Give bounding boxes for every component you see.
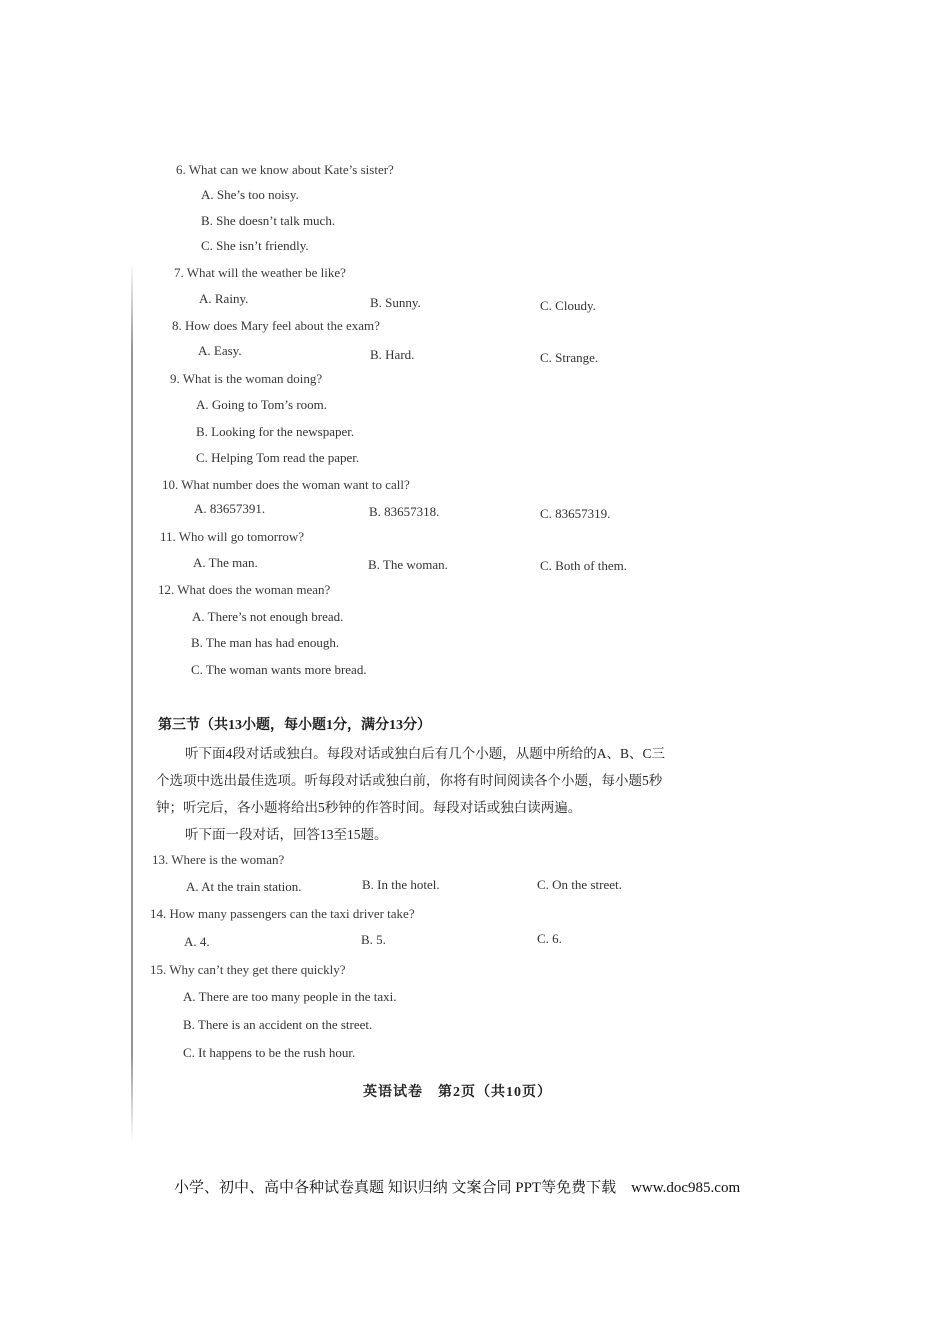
q11-option-c: C. Both of them. xyxy=(540,558,628,573)
q12-option-c: C. The woman wants more bread. xyxy=(191,662,367,677)
question-12: 12. What does the woman mean? xyxy=(158,582,331,597)
website-watermark: 小学、初中、高中各种试卷真题 知识归纳 文案合同 PPT等免费下载 www.doc985.com xyxy=(174,1180,741,1196)
section-3-instruction-2: 个选项中选出最佳选项。听每段对话或独白前，你将有时间阅读各个小题，每小题5秒 xyxy=(156,773,663,788)
q11-option-b: B. The woman. xyxy=(368,557,448,572)
q14-option-c: C. 6. xyxy=(537,931,562,946)
q10-option-a: A. 83657391. xyxy=(194,501,266,516)
q15-option-c: C. It happens to be the rush hour. xyxy=(183,1045,356,1060)
q8-option-a: A. Easy. xyxy=(198,343,242,358)
question-9: 9. What is the woman doing? xyxy=(170,371,323,386)
section-3-heading: 第三节（共13小题，每小题1分，满分13分） xyxy=(158,718,431,733)
question-11: 11. Who will go tomorrow? xyxy=(160,529,305,544)
q13-option-a: A. At the train station. xyxy=(186,879,302,894)
question-13: 13. Where is the woman? xyxy=(152,852,285,867)
q15-option-a: A. There are too many people in the taxi. xyxy=(183,989,397,1004)
q6-option-b: B. She doesn’t talk much. xyxy=(201,213,336,228)
q9-option-c: C. Helping Tom read the paper. xyxy=(196,450,360,465)
section-3-instruction-1: 听下面4段对话或独白。每段对话或独白后有几个小题，从题中所给的A、B、C三 xyxy=(185,746,666,761)
question-14: 14. How many passengers can the taxi driver take? xyxy=(150,906,415,921)
q8-option-c: C. Strange. xyxy=(540,350,599,365)
page-number: 英语试卷 第2页（共10页） xyxy=(363,1085,552,1100)
q8-option-b: B. Hard. xyxy=(370,347,415,362)
q12-option-a: A. There’s not enough bread. xyxy=(192,609,344,624)
q13-option-c: C. On the street. xyxy=(537,877,622,892)
q10-option-c: C. 83657319. xyxy=(540,506,611,521)
question-10: 10. What number does the woman want to call? xyxy=(162,477,410,492)
question-15: 15. Why can’t they get there quickly? xyxy=(150,962,346,977)
q7-option-c: C. Cloudy. xyxy=(540,298,596,313)
q11-option-a: A. The man. xyxy=(193,555,258,570)
section-3-instruction-3: 钟；听完后，各小题将给出5秒钟的作答时间。每段对话或独白读两遍。 xyxy=(156,800,582,815)
q15-option-b: B. There is an accident on the street. xyxy=(183,1017,373,1032)
question-7: 7. What will the weather be like? xyxy=(174,265,346,280)
q9-option-b: B. Looking for the newspaper. xyxy=(196,424,355,439)
q14-option-a: A. 4. xyxy=(184,934,210,949)
q6-option-c: C. She isn’t friendly. xyxy=(201,238,309,253)
scan-edge-line xyxy=(131,262,133,1142)
question-8: 8. How does Mary feel about the exam? xyxy=(172,318,380,333)
q14-option-b: B. 5. xyxy=(361,932,386,947)
q10-option-b: B. 83657318. xyxy=(369,504,440,519)
dialogue-subheading: 听下面一段对话，回答13至15题。 xyxy=(185,827,388,842)
q6-option-a: A. She’s too noisy. xyxy=(201,187,299,202)
q9-option-a: A. Going to Tom’s room. xyxy=(196,397,328,412)
q7-option-a: A. Rainy. xyxy=(199,291,249,306)
q12-option-b: B. The man has had enough. xyxy=(191,635,340,650)
question-6: 6. What can we know about Kate’s sister? xyxy=(176,162,394,177)
q13-option-b: B. In the hotel. xyxy=(362,877,440,892)
q7-option-b: B. Sunny. xyxy=(370,295,421,310)
